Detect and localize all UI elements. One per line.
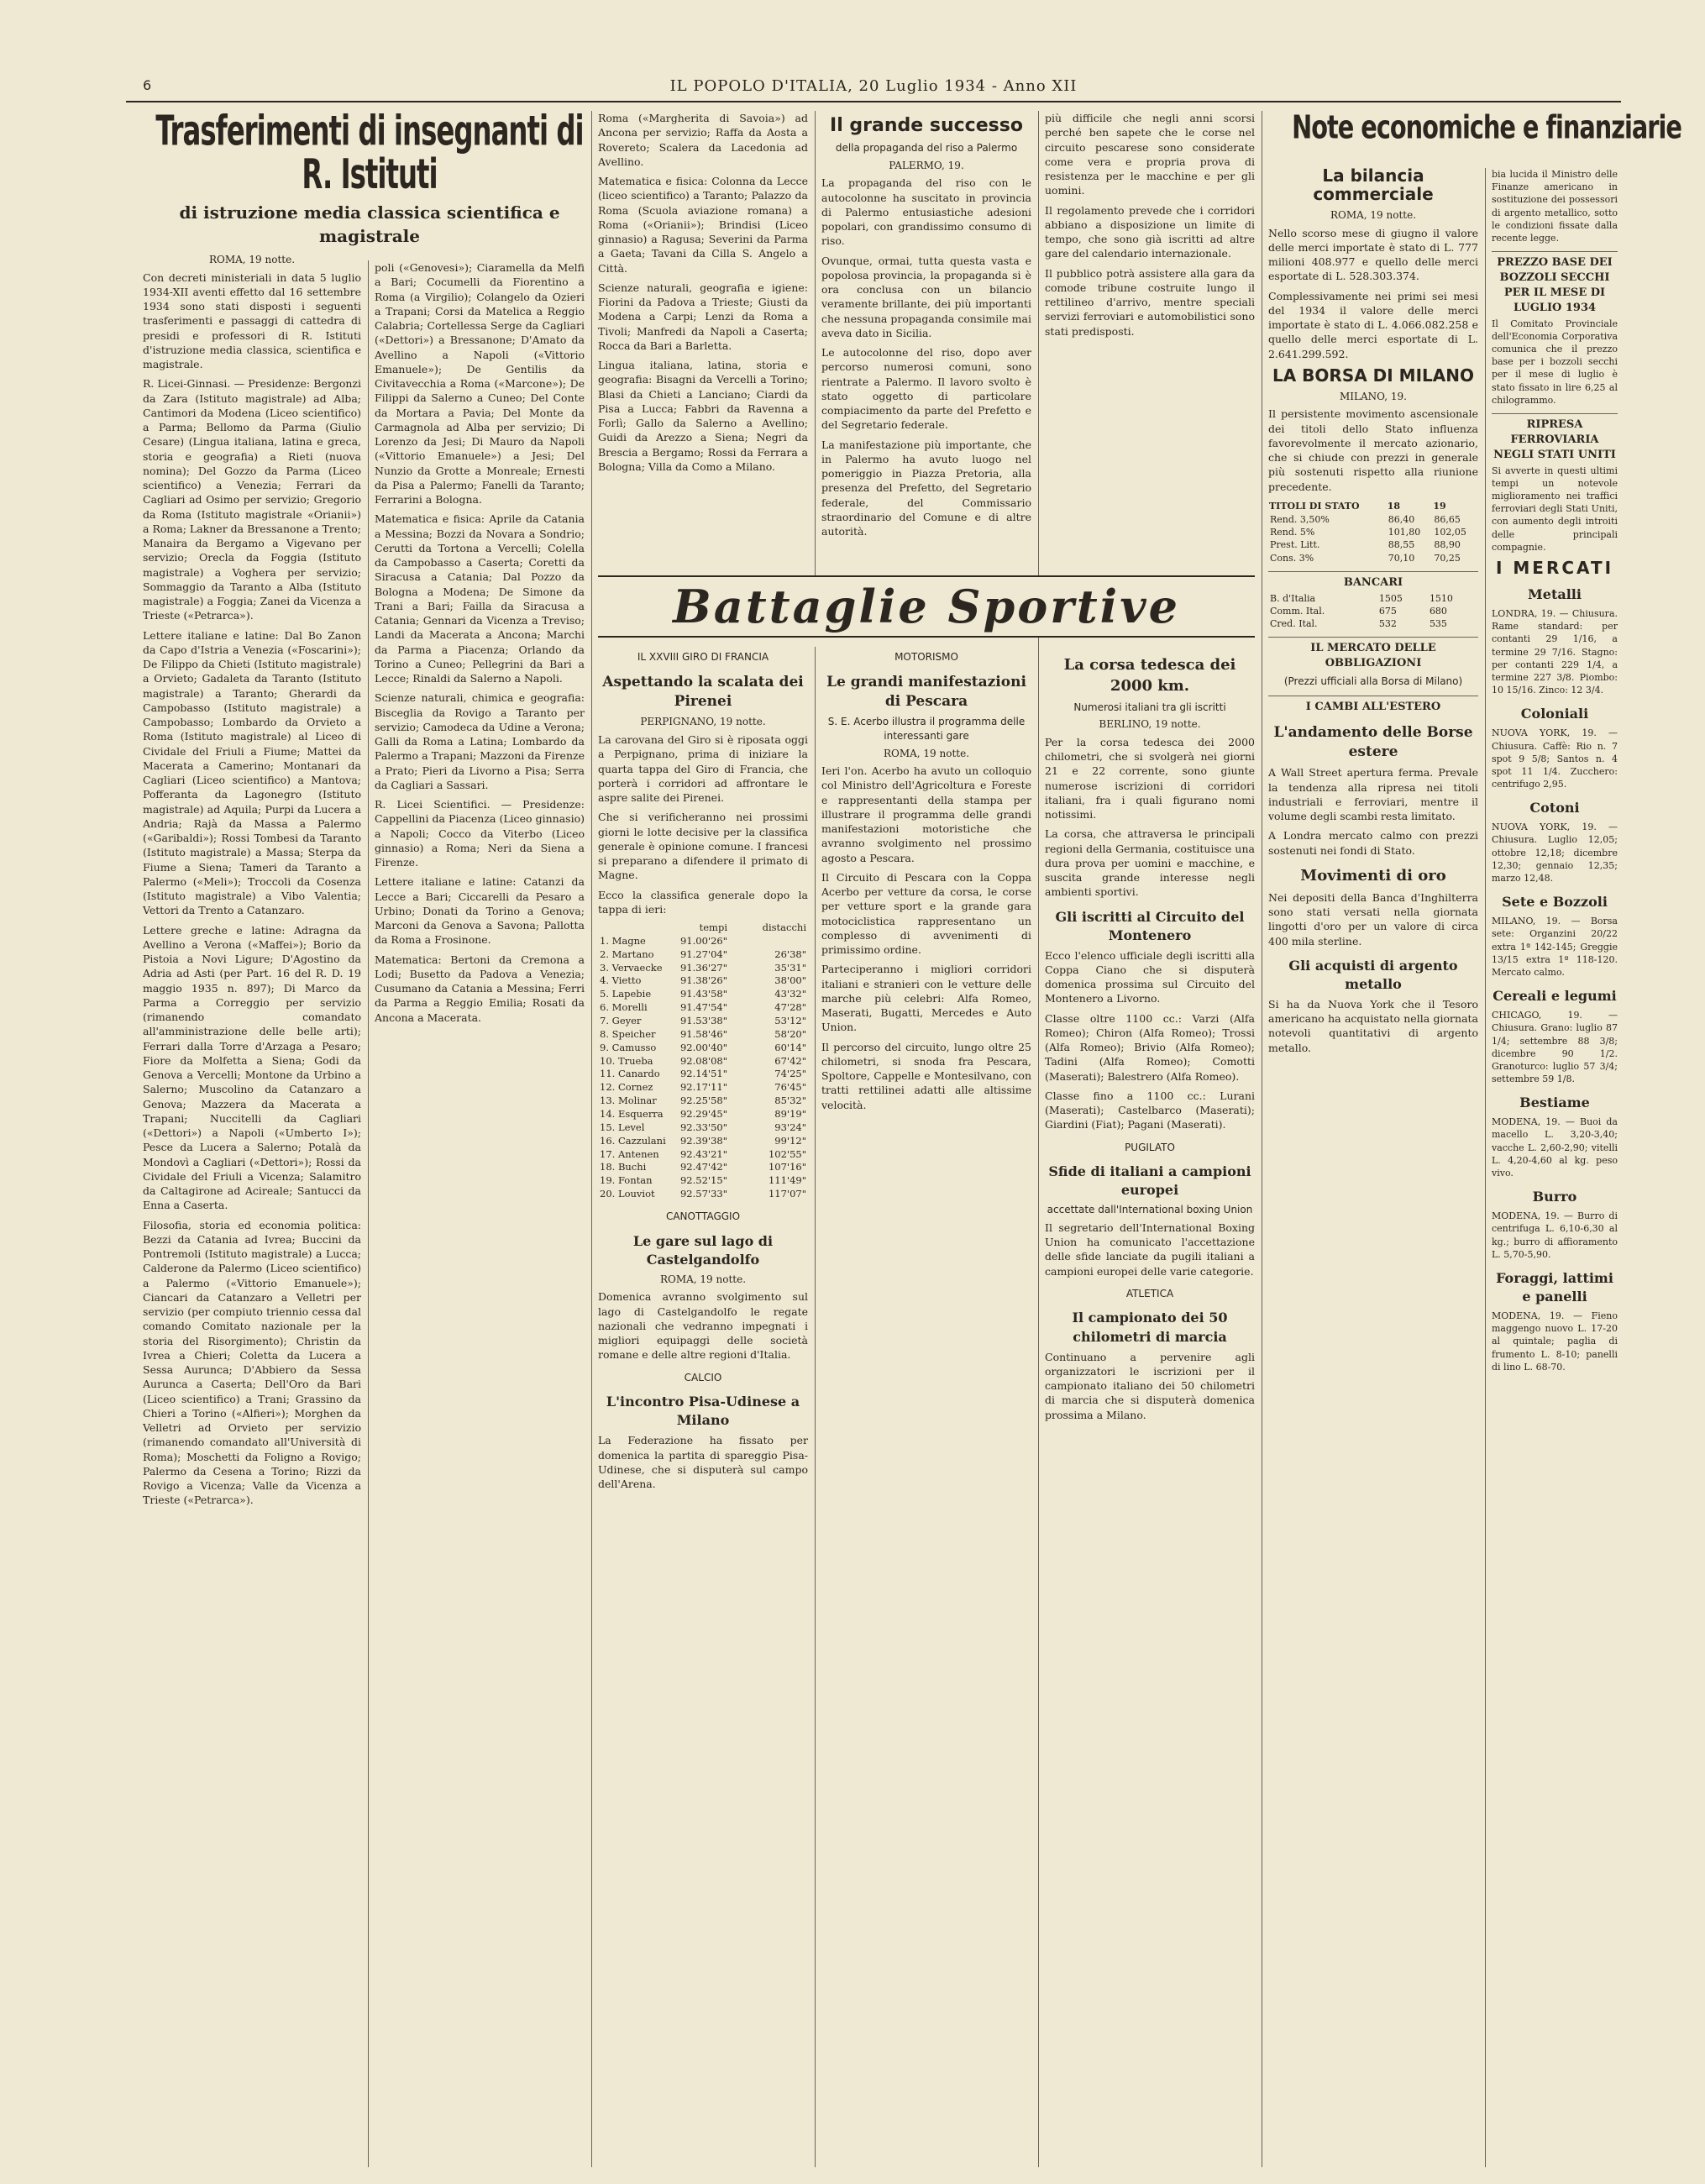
- ranking-cell: 15. Level: [600, 1121, 645, 1133]
- headline-silver: Gli acquisti di argento metallo: [1288, 957, 1458, 992]
- stocks-row: [1268, 526, 1478, 538]
- paragraph: CHICAGO, 19. — Chiusura. Grano: luglio 87 1/4; settembre 88 3/8; dicembre 90 1/2. Granoturco: luglio 57 3/4; settembre 59 1/8.: [1492, 1010, 1618, 1085]
- paragraph: Ecco la classifica generale dopo la tappa di ieri:: [598, 888, 808, 916]
- ranking-header-cell: [598, 921, 675, 935]
- headline-balance: La bilancia commerciale: [1313, 165, 1434, 204]
- headline-transfers: Trasferimenti di insegnanti di R. Istituti: [155, 108, 584, 198]
- kicker-athletics: ATLETICA: [1125, 1287, 1174, 1299]
- kicker-motor: MOTORISMO: [894, 651, 958, 663]
- stocks-header-cell: 19: [1433, 500, 1446, 512]
- ranking-row: [598, 1068, 808, 1081]
- kicker-rowing: CANOTTAGGIO: [665, 1210, 741, 1223]
- dateline: PALERMO, 19.: [889, 159, 964, 171]
- headline-motor: Le grandi manifestazioni di Pescara: [826, 673, 1026, 710]
- paragraph: MILANO, 19. — Borsa sete: Organzini 20/22 extra 1ª 142-145; Greggie 13/15 extra 1ª 118-120. Mercato calmo.: [1492, 916, 1618, 978]
- stocks-table: [1268, 499, 1478, 564]
- ranking-row: [598, 948, 808, 962]
- ranking-cell: 89'19": [774, 1108, 806, 1121]
- paragraph: Matematica e fisica: Aprile da Catania a Messina; Bozzi da Novara a Sondrio; Cerutti da Tortona a Vercelli; Colella da Campobasso a Caserta; Coretti da Siracusa a Catania; Dal Pozzo da Bologna a Modena; De Simone da Trani a Bari; Failla da Siracusa a Catania; Gennari da Vicenza a Treviso; Landi da Macerata a Ancona; Marchi da Parma a Piacenza; Orlando da Torino a Cuneo; Pellegrini da Bari a Lecce; Rinaldi da Salerno a Napoli.: [375, 512, 585, 685]
- paragraph: La propaganda del riso con le autocolonne ha suscitato in provincia di Palermo entusiastiche adesioni popolari, con grandissimo consumo di riso.: [821, 176, 1031, 248]
- ranking-cell: [729, 935, 808, 948]
- ranking-cell: 5. Lapebie: [600, 988, 652, 1000]
- sport-banner: [598, 575, 1255, 638]
- dateline: ROMA, 19 notte.: [1330, 209, 1417, 221]
- headline-grain: Cereali e legumi: [1493, 988, 1617, 1005]
- ranking-cell: 117'07": [768, 1188, 806, 1200]
- ranking-table: [598, 921, 808, 1201]
- headline-cattle: Bestiame: [1519, 1095, 1590, 1111]
- sport-column-motor: [821, 647, 1031, 2167]
- paragraph: La carovana del Giro si è riposata oggi a Perpignano, prima di iniziare la quarta tappa del Giro di Francia, che porterà i corridori ad affrontare le aspre salite dei Pirenei.: [598, 733, 808, 804]
- column-2: [375, 260, 585, 2167]
- ranking-cell: 92.17'11": [679, 1081, 727, 1094]
- column-rule: [815, 647, 816, 2167]
- ranking-cell: 47'28": [774, 1001, 806, 1014]
- ranking-cell: 92.43'21": [679, 1147, 727, 1160]
- ranking-cell: 35'31": [774, 961, 806, 974]
- bank-cell: 675: [1378, 605, 1397, 617]
- headline-montenero: Gli iscritti al Circuito del Montenero: [1055, 908, 1245, 943]
- ranking-cell: 43'32": [774, 988, 806, 1000]
- ranking-row: [598, 1188, 808, 1201]
- paragraph: Lingua italiana, latina, storia e geografia: Bisagni da Vercelli a Torino; Blasi da Chieti a Lanciano; Ciardi da Pisa a Lucca; Fabbri da Ravenna a Forlì; Gallo da Salerno a Avellino; Guidi da Arezzo a Siena; Negri da Brescia a Bergamo; Rossi da Ferrara a Bologna; Villa da Como a Milano.: [598, 359, 808, 473]
- headline-butter: Burro: [1532, 1189, 1577, 1205]
- ranking-row: [598, 988, 808, 1001]
- ranking-cell: 7. Geyer: [600, 1015, 642, 1027]
- headline-exchange: I CAMBI ALL'ESTERO: [1268, 696, 1478, 715]
- subheadline-bonds: (Prezzi ufficiali alla Borsa di Milano): [1283, 675, 1463, 688]
- ranking-row: [598, 1015, 808, 1028]
- dateline: PERPIGNANO, 19 notte.: [640, 716, 766, 728]
- headline-metals: Metalli: [1528, 586, 1582, 602]
- subheadline-german-race: Numerosi italiani tra gli iscritti: [1073, 701, 1226, 713]
- bank-header: BANCARI: [1268, 571, 1478, 591]
- ranking-cell: 91.00'26": [679, 934, 727, 947]
- page-number: 6: [143, 77, 152, 93]
- bank-row: [1268, 592, 1478, 605]
- dateline: BERLINO, 19 notte.: [1099, 718, 1201, 731]
- paragraph: La Federazione ha fissato per domenica la partita di spareggio Pisa-Udinese, che si disputerà sul campo dell'Arena.: [598, 1434, 808, 1490]
- stocks-cell: 88,55: [1388, 539, 1415, 551]
- ranking-cell: 93'24": [774, 1121, 806, 1133]
- stocks-header-cell: 18: [1387, 500, 1401, 512]
- ranking-row: [598, 1001, 808, 1015]
- paragraph: Roma («Margherita di Savoia») ad Ancona per servizio; Raffa da Aosta a Rovereto; Scalera da Lacedonia ad Avellino.: [598, 112, 808, 168]
- paragraph: A Wall Street apertura ferma. Prevale la tendenza alla ripresa nei titoli industriali e ferroviari, mentre il volume degli scambi resta limitato.: [1268, 766, 1478, 823]
- column-rule: [368, 260, 369, 2167]
- stocks-cell: 88,90: [1434, 539, 1461, 551]
- paragraph: Il pubblico potrà assistere alla gara da comode tribune costruite lungo il rettilineo d'arrivo, mentre speciali servizi ferroviari e automobilistici sono stati predisposti.: [1045, 266, 1255, 338]
- headline-fodder: Foraggi, lattimi e panelli: [1496, 1269, 1613, 1305]
- dateline: ROMA, 19 notte.: [659, 1273, 747, 1285]
- ranking-cell: 74'25": [774, 1068, 806, 1080]
- bank-cell: 532: [1378, 617, 1397, 629]
- headline-cocoons: PREZZO BASE DEI BOZZOLI SECCHI PER IL MESE DI LUGLIO 1934: [1492, 251, 1618, 316]
- paragraph: La corsa, che attraversa le principali regioni della Germania, costituisce una dura prova per uomini e macchine, e suscita grande interesse negli ambienti sportivi.: [1045, 827, 1255, 899]
- ranking-cell: 92.14'51": [679, 1068, 727, 1080]
- ranking-cell: 92.39'38": [679, 1134, 727, 1147]
- bank-row: [1268, 605, 1478, 617]
- ranking-cell: 11. Canardo: [600, 1068, 660, 1080]
- headline-boxing: Sfide di italiani a campioni europei: [1048, 1163, 1251, 1199]
- ranking-cell: 13. Molinar: [600, 1095, 657, 1107]
- paragraph: Con decreti ministeriali in data 5 luglio 1934-XII aventi effetto dal 16 settembre 1934 sono stati disposti i seguenti trasferimenti e passaggi di cattedra di presidi e professori di R. Istituti d'istruzione media classica, scientifica e magistrale.: [143, 270, 361, 371]
- headline-economics: Note economiche e finanziarie: [1292, 108, 1681, 146]
- headline-athletics: Il campionato dei 50 chilometri di marcia: [1072, 1310, 1228, 1345]
- paragraph: Scienze naturali, geografia e igiene: Fiorini da Padova a Trieste; Giusti da Modena a Carpi; Lenzi da Roma a Tivoli; Manfredi da Napoli a Caserta; Rocca da Bari a Barletta.: [598, 281, 808, 352]
- headline-silk: Sete e Bozzoli: [1502, 894, 1608, 911]
- paragraph: Il Comitato Provinciale dell'Economia Corporativa comunica che il prezzo base per i bozzoli secchi per il mese di luglio è stato fissato in lire 6,25 al chilogrammo.: [1492, 318, 1618, 406]
- ranking-header-cell: tempi: [699, 921, 727, 933]
- ranking-cell: 102'55": [768, 1147, 806, 1160]
- ranking-row: [598, 1055, 808, 1068]
- ranking-cell: 67'42": [774, 1054, 806, 1067]
- bank-row: [1268, 617, 1478, 630]
- stocks-row: [1268, 538, 1478, 551]
- headline-tour: Aspettando la scalata dei Pirenei: [602, 673, 804, 710]
- stocks-header-cell: TITOLI DI STATO: [1269, 500, 1360, 512]
- paragraph: Si avverte in questi ultimi tempi un notevole miglioramento nei traffici ferroviari degli Stati Uniti, con aumento degli introiti delle principali compagnie.: [1492, 465, 1618, 553]
- stocks-row: [1268, 552, 1478, 564]
- ranking-row: [598, 1161, 808, 1174]
- ranking-cell: 92.33'50": [679, 1121, 727, 1133]
- paragraph: più difficile che negli anni scorsi perché ben sapete che le corse nel circuito pescarese sono considerate come vera e propria prova di resistenza per le macchine e per gli uomini.: [1045, 112, 1255, 197]
- ranking-row: [598, 974, 808, 988]
- headline-railways: RIPRESA FERROVIARIA NEGLI STATI UNITI: [1492, 413, 1618, 463]
- paragraph: Il Circuito di Pescara con la Coppa Acerbo per vetture da corsa, le corse per vetture sport e la grande gara motociclistica rappresentano un complesso di avvenimenti di primissimo ordine.: [821, 870, 1031, 957]
- paragraph: Il percorso del circuito, lungo oltre 25 chilometri, si snoda fra Pescara, Spoltore, Cappelle e Montesilvano, con tratti rettilinei adatti alle altissime velocità.: [821, 1040, 1031, 1111]
- article-body: [143, 270, 361, 1508]
- column-3: [598, 111, 808, 581]
- ranking-cell: 38'00": [774, 974, 806, 987]
- ranking-cell: 92.47'42": [679, 1161, 727, 1173]
- ranking-cell: 3. Vervaecke: [600, 961, 663, 974]
- headline-rice: Il grande successo: [830, 115, 1023, 136]
- stocks-cell: 102,05: [1434, 527, 1466, 538]
- paragraph: La manifestazione più importante, che in Palermo ha avuto luogo nel pomeriggio in Piazza Pretoria, alla presenza del Prefetto, del Segretario federale, del Commissario straordinario del Comune e di altre autorità.: [821, 438, 1031, 538]
- bank-cell: 1510: [1429, 592, 1453, 604]
- paragraph: MODENA, 19. — Burro di centrifuga L. 6,10-6,30 al kg.; burro di affioramento L. 5,70-5,90.: [1492, 1210, 1618, 1260]
- kicker-boxing: PUGILATO: [1125, 1141, 1175, 1153]
- ranking-cell: 76'45": [774, 1081, 806, 1094]
- paragraph: Si ha da Nuova York che il Tesoro americano ha acquistato nella giornata notevoli quantitativi di argento metallo.: [1268, 997, 1478, 1054]
- paragraph: Complessivamente nei primi sei mesi del 1934 il valore delle merci importate è stato di L. 4.066.082.258 e quello delle merci esportate di L. 2.641.299.592.: [1268, 289, 1478, 360]
- subheadline-rice: della propaganda del riso a Palermo: [835, 142, 1018, 155]
- stocks-cell: 101,80: [1388, 527, 1421, 538]
- page-header: [126, 67, 1621, 102]
- ranking-row: [598, 1148, 808, 1162]
- headline-colonial: Coloniali: [1520, 706, 1589, 722]
- ranking-cell: 58'20": [774, 1027, 806, 1040]
- ranking-cell: 19. Fontan: [600, 1174, 653, 1187]
- ranking-cell: 60'14": [774, 1041, 806, 1053]
- paragraph: A Londra mercato calmo con prezzi sostenuti nei fondi di Stato.: [1268, 829, 1478, 857]
- paragraph: Lettere italiane e latine: Catanzi da Lecce a Bari; Ciccarelli da Pesaro a Urbino; Donati da Torino a Genova; Marconi da Genova a Savona; Pallotta da Roma a Frosinone.: [375, 875, 585, 947]
- kicker-football: CALCIO: [684, 1371, 722, 1383]
- stocks-cell: Prest. Litt.: [1270, 539, 1320, 551]
- ranking-row: [598, 1108, 808, 1121]
- ranking-cell: 91.47'54": [679, 1001, 727, 1014]
- headline-football: L'incontro Pisa-Udinese a Milano: [606, 1394, 800, 1429]
- ranking-cell: 12. Cornez: [600, 1081, 653, 1094]
- ranking-header-cell: distacchi: [762, 921, 806, 933]
- headline-wrap: [1268, 108, 1705, 161]
- paragraph: Matematica: Bertoni da Cremona a Lodi; Busetto da Padova a Venezia; Cusumano da Catania a Messina; Ferri da Parma a Reggio Emilia; Rosati da Ancona a Macerata.: [375, 953, 585, 1024]
- ranking-row: [598, 1121, 808, 1135]
- stocks-cell: 86,65: [1434, 514, 1461, 526]
- column-rule: [1038, 111, 1039, 2167]
- newspaper-page: [126, 67, 1681, 2167]
- sport-banner-title: Battaglie Sportive: [673, 580, 1180, 633]
- ranking-cell: 53'12": [774, 1015, 806, 1027]
- sport-column-other: [1045, 647, 1255, 2167]
- ranking-row: [598, 1174, 808, 1188]
- ranking-cell: 92.52'15": [679, 1174, 727, 1187]
- headline-wrap: [143, 108, 584, 202]
- column-5-top: [1045, 111, 1255, 581]
- ranking-cell: 91.53'38": [679, 1015, 727, 1027]
- stocks-cell: Rend. 3,50%: [1270, 514, 1330, 526]
- paragraph: NUOVA YORK, 19. — Chiusura. Caffè: Rio n. 7 spot 9 5/8; Santos n. 4 spot 11 1/4. Zucchero: centrifugo 2,95.: [1492, 727, 1618, 790]
- paragraph: LONDRA, 19. — Chiusura. Rame standard: per contanti 29 1/16, a termine 29 7/16. Stagno: per contanti 229 1/4, a termine 227 3/8. Piombo: 10 15/16. Zinco: 12 3/4.: [1492, 608, 1618, 696]
- paragraph: Matematica e fisica: Colonna da Lecce (liceo scientifico) a Taranto; Palazzo da Roma (Scuola aviazione romana) a Roma («Orianii»); Brindisi (Liceo ginnasio) a Ragusa; Severini da Parma a Gaeta; Tavani da Cilla S. Angelo a Città.: [598, 175, 808, 275]
- stocks-cell: 70,25: [1434, 552, 1461, 564]
- ranking-cell: 26'38": [774, 948, 806, 960]
- paragraph: Classe oltre 1100 cc.: Varzi (Alfa Romeo); Chiron (Alfa Romeo); Trossi (Alfa Romeo); Brivio (Alfa Romeo); Tadini (Alfa Romeo); Comotti (Maserati); Balestrero (Alfa Romeo).: [1045, 1011, 1255, 1083]
- ranking-cell: 85'32": [774, 1095, 806, 1107]
- masthead: IL POPOLO D'ITALIA, 20 Luglio 1934 - Anno XII: [669, 77, 1078, 95]
- paragraph: MODENA, 19. — Fieno maggengo nuovo L. 17-20 al quintale; paglia di frumento L. 8-10; panelli di lino L. 68-70.: [1492, 1310, 1618, 1373]
- paragraph: Nei depositi della Banca d'Inghilterra sono stati versati nella giornata lingotti d'oro per un valore di circa 400 mila sterline.: [1268, 890, 1478, 948]
- ranking-cell: 107'16": [768, 1161, 806, 1173]
- stocks-cell: Cons. 3%: [1270, 552, 1314, 564]
- headline-markets: I MERCATI: [1495, 558, 1614, 578]
- ranking-row: [598, 962, 808, 975]
- paragraph: Classe fino a 1100 cc.: Lurani (Maserati); Castelbarco (Maserati); Giardini (Fiat); Pagani (Maserati).: [1045, 1089, 1255, 1131]
- paragraph: Lettere italiane e latine: Dal Bo Zanon da Capo d'Istria a Venezia («Foscarini»); De Filippo da Chieti (Istituto magistrale) a Orvieto; Gadaleta da Taranto (Istituto magistrale) a Taranto; Gherardi da Campobasso (Istituto magistrale) a Campobasso; Lombardo da Orvieto a Roma (Istituto magistrale) al Liceo di Cividale del Friuli a Fiume; Mattei da Macerata a Camerino; Montanari da Cagliari (Liceo scientifico) a Mantova; Pofferanta da Lagonegro (Istituto magistrale) ad Aquila; Purpi da Lucera a Andria; Rajà da Massa a Palermo («Garibaldi»); Rossi Tombesi da Taranto (Istituto magistrale) a Massa; Sterpa da Fiume a Siena; Tameri da Taranto a Palermo («Meli»); Troccoli da Cosenza (Istituto magistrale) a Vibo Valentia; Vettori da Trento a Catanzaro.: [143, 628, 361, 917]
- ranking-cell: 14. Esquerra: [600, 1108, 664, 1121]
- column-rule: [815, 111, 816, 581]
- ranking-cell: 17. Antenen: [600, 1147, 659, 1160]
- headline-german-race: La corsa tedesca dei 2000 km.: [1063, 656, 1236, 695]
- ranking-cell: 91.58'46": [679, 1027, 727, 1040]
- paragraph: Il persistente movimento ascensionale dei titoli dello Stato influenza favorevolmente il mercato azionario, che si chiude con prezzi in generale più sostenuti rispetto alla riunione precedente.: [1268, 407, 1478, 493]
- paragraph: MODENA, 19. — Buoi da macello L. 3,20-3,40; vacche L. 2,60-2,90; vitelli L. 4,20-4,60 al kg. peso vivo.: [1492, 1116, 1618, 1179]
- sport-column-tour: [598, 647, 808, 2167]
- headline-gold: Movimenti di oro: [1300, 866, 1446, 885]
- ranking-header-row: [598, 921, 808, 935]
- ranking-cell: 10. Trueba: [600, 1054, 653, 1067]
- ranking-row: [598, 1028, 808, 1042]
- ranking-cell: 20. Louviot: [600, 1188, 655, 1200]
- paragraph: Domenica avranno svolgimento sul lago di Castelgandolfo le regate nazionali che vedranno impegnati i migliori equipaggi delle società romane e delle altre regioni d'Italia.: [598, 1290, 808, 1362]
- bank-cell: Cred. Ital.: [1270, 617, 1318, 629]
- bank-cell: 535: [1429, 617, 1447, 629]
- subheadline-motor: S. E. Acerbo illustra il programma delle interessanti gare: [827, 716, 1026, 742]
- headline-foreign-exchanges: L'andamento delle Borse estere: [1273, 723, 1473, 760]
- headline-rowing: Le gare sul lago di Castelgandolfo: [632, 1232, 774, 1268]
- ranking-cell: 91.38'26": [679, 974, 727, 987]
- subheadline-transfers: di istruzione media classica scientifica e magistrale: [179, 202, 560, 246]
- bank-cell: 680: [1429, 605, 1447, 617]
- paragraph: Scienze naturali, chimica e geografia: Bisceglia da Rovigo a Taranto per servizio; Camodeca da Udine a Verona; Galli da Roma a Latina; Lombardo da Palermo a Trapani; Mazzoni da Firenze a Prato; Pieri da Livorno a Pisa; Serra da Cagliari a Sassari.: [375, 691, 585, 791]
- ranking-cell: 91.27'04": [679, 948, 727, 960]
- stocks-row: [1268, 513, 1478, 526]
- ranking-row: [598, 1135, 808, 1148]
- ranking-row: [598, 935, 808, 948]
- ranking-cell: 4. Vietto: [600, 974, 642, 987]
- column-rule: [591, 111, 592, 2167]
- paragraph: Il regolamento prevede che i corridori abbiano a disposizione un limite di tempo, che sono già iscritti ad altre gare del calendario internazionale.: [1045, 203, 1255, 260]
- paragraph: Che si verificheranno nei prossimi giorni le lotte decisive per la classifica generale è opinione comune. I francesi si preparano a difendere il primato di Magne.: [598, 811, 808, 882]
- ranking-cell: 91.36'27": [679, 961, 727, 974]
- paragraph: Ecco l'elenco ufficiale degli iscritti alla Coppa Ciano che si disputerà domenica prossima sul Circuito del Montenero a Livorno.: [1045, 948, 1255, 1005]
- column-7: [1492, 168, 1618, 2167]
- paragraph: Continuano a pervenire agli organizzatori le iscrizioni per il campionato italiano dei 50 chilometri di marcia che si disputerà domenica prossima a Milano.: [1045, 1350, 1255, 1421]
- column-4: [821, 111, 1031, 581]
- paragraph: R. Licei Scientifici. — Presidenze: Cappellini da Piacenza (Liceo ginnasio) a Napoli; Cocco da Viterbo (Liceo ginnasio) a Roma; Neri da Siena a Firenze.: [375, 798, 585, 869]
- ranking-cell: 111'49": [768, 1174, 806, 1187]
- column-rule: [1485, 168, 1486, 2167]
- bank-table: [1268, 592, 1478, 631]
- stocks-cell: Rend. 5%: [1270, 527, 1315, 538]
- paragraph: Le autocolonne del riso, dopo aver percorso numerosi comuni, sono rientrate a Palermo. Il lavoro svolto è stato oggetto di particolare compiacimento da parte del Prefetto e del Segretario federale.: [821, 346, 1031, 432]
- headline-borsa: LA BORSA DI MILANO: [1272, 365, 1474, 386]
- ranking-cell: 18. Buchi: [600, 1161, 647, 1173]
- stocks-header-row: [1268, 499, 1478, 513]
- paragraph: Lettere greche e latine: Adragna da Avellino a Verona («Maffei»); Borio da Pistoia a Novi Ligure; D'Agostino da Adria ad Asti (per Part. 16 del R. D. 19 maggio 1935 n. 897); Di Marco da Parma a Correggio per servizio (rimanendo comandato all'amministrazione delle belle arti); Ferrari dalla Torre d'Arzaga a Pesaro; Fiore da Molfetta a Siena; Godi da Genova a Vercelli; Montone da Urbino a Salerno; Muscolino da Catanzaro a Genova; Mazzera da Macerata a Trapani; Nuccitelli da Cagliari («Dettori») a Napoli («Umberto I»); Pesce da Lucera a Salerno; Potalà da Mondovì a Cagliari («Dettori»); Rossi da Cividale del Friuli a Vicenza; Salamitro da Caltagirone ad Acireale; Santucci da Enna a Caserta.: [143, 923, 361, 1212]
- bank-cell: Comm. Ital.: [1270, 605, 1325, 617]
- ranking-cell: 92.29'45": [679, 1108, 727, 1121]
- ranking-cell: 92.00'40": [679, 1041, 727, 1053]
- paragraph: Filosofia, storia ed economia politica: Bezzi da Catania ad Ivrea; Buccini da Pontremoli (Istituto magistrale) a Lucca; Calderone da Palermo (Liceo scientifico) a Palermo («Vittorio Emanuele»); Ciancari da Catanzaro a Velletri per servizio (per compiuto triennio cessa dal comando Comitato nazionale per la storia del Risorgimento); Christin da Ivrea a Chieri; Coletta da Lucera a Sessa Aurunca; D'Abbiero da Sessa Aurunca a Caserta; Dell'Oro da Bari (Liceo scientifico) a Trani; Grassino da Chieri a Torino («Alfieri»); Morghen da Velletri ad Orvieto per servizio (rimanendo comandato all'Università di Roma); Moschetti da Foligno a Rovigo; Palermo da Cesena a Torino; Rizzi da Rovigo a Vicenza; Valle da Vicenza a Trieste («Petrarca»).: [143, 1218, 361, 1507]
- ranking-cell: 92.25'58": [679, 1095, 727, 1107]
- paragraph: Ieri l'on. Acerbo ha avuto un colloquio col Ministro dell'Agricoltura e Foreste e rappresentanti della stampa per illustrare il programma delle grandi manifestazioni motoristiche che avranno svolgimento nel prossimo agosto a Pescara.: [821, 764, 1031, 864]
- ranking-cell: 92.08'08": [679, 1054, 727, 1067]
- headline-bonds: IL MERCATO DELLE OBBLIGAZIONI: [1268, 637, 1478, 671]
- stocks-cell: 70,10: [1388, 552, 1415, 564]
- paragraph: NUOVA YORK, 19. — Chiusura. Luglio 12,05; ottobre 12,18; dicembre 12,30; gennaio 12,35; marzo 12,48.: [1492, 822, 1618, 884]
- ranking-cell: 9. Camusso: [600, 1041, 657, 1053]
- stocks-cell: 86,40: [1388, 514, 1415, 526]
- bank-cell: 1505: [1378, 592, 1403, 604]
- ranking-cell: 6. Morelli: [600, 1001, 648, 1014]
- dateline: ROMA, 19 notte.: [208, 254, 296, 266]
- ranking-cell: 8. Speicher: [600, 1027, 656, 1040]
- headline-cotton: Cotoni: [1529, 800, 1580, 816]
- paragraph: Il segretario dell'International Boxing Union ha comunicato l'accettazione delle sfide lanciate da pugili italiani a campioni europei delle varie categorie.: [1045, 1221, 1255, 1278]
- paragraph: Ovunque, ormai, tutta questa vasta e popolosa provincia, la propaganda si è ora conclusa con un bilancio veramente brillante, dei più importanti che nessuna propaganda consimile mai aveva dato in Sicilia.: [821, 254, 1031, 339]
- ranking-cell: 1. Magne: [600, 934, 646, 947]
- bank-cell: B. d'Italia: [1270, 592, 1316, 604]
- ranking-row: [598, 1042, 808, 1055]
- ranking-cell: 16. Cazzulani: [600, 1134, 666, 1147]
- dateline: ROMA, 19 notte.: [883, 747, 970, 759]
- ranking-cell: 91.43'58": [679, 988, 727, 1000]
- ranking-cell: 2. Martano: [600, 948, 654, 960]
- kicker-tour: IL XXVIII GIRO DI FRANCIA: [637, 651, 769, 663]
- dateline: MILANO, 19.: [1339, 390, 1407, 402]
- ranking-row: [598, 1095, 808, 1108]
- paragraph: R. Licei-Ginnasi. — Presidenze: Bergonzi da Zara (Istituto magistrale) ad Alba; Cantimori da Modena (Liceo scientifico) a Parma; Bellomo da Parma (Giulio Cesare) (Lingua italiana, latina e greca, storia e geografia) a Rieti (nuova nomina); Del Gozzo da Parma (Liceo scientifico) a Venezia; Ferrari da Cagliari ad Osimo per servizio; Gregorio da Roma (Istituto magistrale «Orianii») a Roma; Lakner da Bressanone a Trento; Manaira da Bergamo a Vigevano per servizio; Orecla da Foggia (Istituto magistrale) a Voghera per servizio; Sommaggio da Taranto a Alba (Istituto magistrale) a Foggia; Zanei da Vicenza a Trieste («Petrarca»).: [143, 377, 361, 622]
- ranking-row: [598, 1081, 808, 1095]
- paragraph: Parteciperanno i migliori corridori italiani e stranieri con le vetture delle marche più celebri: Alfa Romeo, Maserati, Bugatti, Mercedes e Auto Union.: [821, 963, 1031, 1034]
- paragraph: poli («Genovesi»); Ciaramella da Melfi a Bari; Cocumelli da Fiorentino a Roma (a Virgilio); Colangelo da Ozieri a Trapani; Corsi da Matelica a Reggio Calabria; Cortellessa Serge da Cagliari («Dettori») a Bressanone; D'Amato da Avellino a Napoli («Vittorio Emanuele»); De Gentilis da Civitavecchia a Roma («Marcone»); De Filippi da Salerno a Cuneo; Del Conte da Mortara a Pavia; Del Monte da Carmagnola ad Alba per servizio; Di Lorenzo da Jesi; Di Mauro da Napoli («Vittorio Emanuele») a Jesi; Del Nunzio da Grotte a Monreale; Ernesti da Pisa a Palermo; Fanelli da Taranto; Ferrarini a Bologna.: [375, 261, 585, 506]
- paragraph: Per la corsa tedesca dei 2000 chilometri, che si svolgerà nei giorni 21 e 22 corrente, sono giunte numerose iscrizioni di corridori italiani, fra i quali figurano nomi notissimi.: [1045, 735, 1255, 821]
- paragraph: Nello scorso mese di giugno il valore delle merci importate è stato di L. 777 milioni 408.977 e quello delle merci esportate di L. 528.303.374.: [1268, 226, 1478, 283]
- ranking-cell: 92.57'33": [679, 1188, 727, 1200]
- paragraph: bia lucida il Ministro delle Finanze americano in sostituzione dei possessori di argento metallico, sotto le condizioni fissate dalla recente legge.: [1492, 169, 1618, 244]
- ranking-cell: 99'12": [774, 1134, 806, 1147]
- subheadline-boxing: accettate dall'International boxing Union: [1047, 1204, 1253, 1216]
